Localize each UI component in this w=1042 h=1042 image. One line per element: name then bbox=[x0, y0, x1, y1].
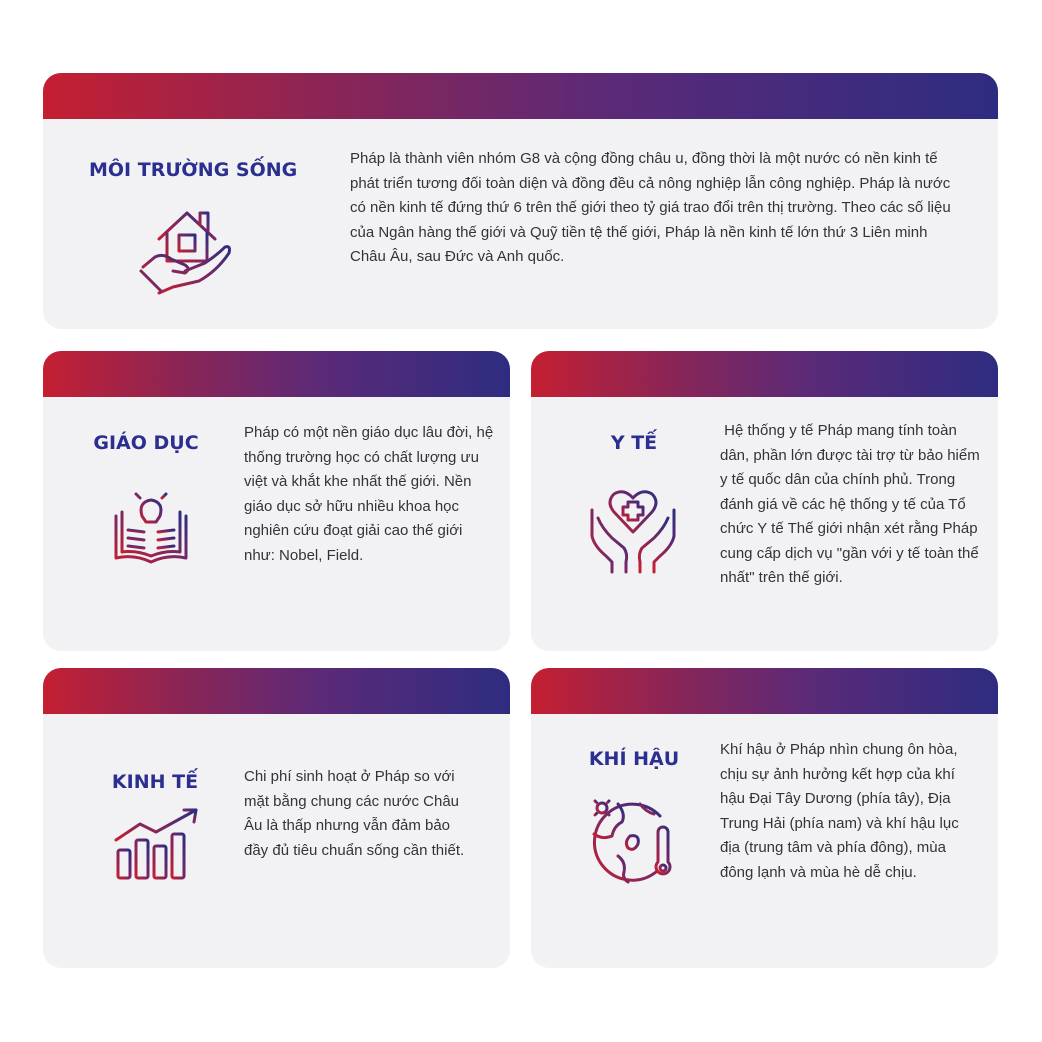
card-header-bar bbox=[43, 351, 510, 397]
card-education bbox=[43, 351, 510, 651]
section-title-education: GIÁO DỤC bbox=[93, 432, 199, 454]
globe-thermometer-icon bbox=[588, 796, 678, 886]
hands-heart-cross-icon bbox=[588, 484, 678, 576]
card-header-bar bbox=[43, 73, 998, 119]
card-environment bbox=[43, 73, 998, 329]
card-header-bar bbox=[531, 668, 998, 714]
card-health bbox=[531, 351, 998, 651]
card-economy bbox=[43, 668, 510, 968]
card-header-bar bbox=[43, 668, 510, 714]
card-header-bar bbox=[531, 351, 998, 397]
house-in-hand-icon bbox=[137, 201, 233, 297]
section-title-economy: KINH TẾ bbox=[111, 771, 199, 793]
section-title-environment: MÔI TRƯỜNG SỐNG bbox=[89, 159, 298, 181]
section-text-economy: Chi phí sinh hoạt ở Pháp so với mặt bằng chung các nước Châu Âu là thấp nhưng vẫn đảm bảo đầy đủ tiêu chuẩn sống cần thiết. bbox=[244, 768, 465, 859]
section-title-climate: KHÍ HẬU bbox=[588, 748, 680, 770]
section-text-health: Hệ thống y tế Pháp mang tính toàn dân, phần lớn được tài trợ từ bảo hiểm y tế quốc dân của chính phủ. Trong đánh giá về các hệ thống y tế của Tổ chức Y tế Thế giới nhận xét rằng Pháp cung cấp dịch vụ "gần với y tế toàn thể nhất" trên thế giới. bbox=[720, 422, 984, 586]
section-text-climate: Khí hậu ở Pháp nhìn chung ôn hòa, chịu sự ảnh hưởng kết hợp của khí hậu Đại Tây Dương (phía tây), Địa Trung Hải (phía nam) và khí hậu lục địa (trung tâm và phía đông), mùa đông lạnh và mùa hè dễ chịu. bbox=[720, 741, 959, 881]
growth-chart-icon bbox=[112, 806, 202, 882]
section-text-education: Pháp có một nền giáo dục lâu đời, hệ thống trường học có chất lượng ưu việt và khắt khe nhất thế giới. Nền giáo dục sở hữu nhiều khoa học nghiên cứu đoạt giải cao thế giới như: Nobel, Field. bbox=[244, 424, 494, 564]
section-text-environment: Pháp là thành viên nhóm G8 và cộng đồng châu u, đồng thời là một nước có nền kinh tế phát triển tương đối toàn diện và đồng đều cả nông nghiệp lẫn công nghiệp. Pháp là nước có nền kinh tế đứng thứ 6 trên thế giới theo tỷ giá trao đổi trên thị trường. Theo các số liệu của Ngân hàng thế giới và Quỹ tiền tệ thế giới, Pháp là nền kinh tế lớn thứ 3 Liên minh Châu Âu, sau Đức và Anh quốc. bbox=[350, 150, 951, 265]
book-lightbulb-icon bbox=[108, 486, 194, 568]
card-climate bbox=[531, 668, 998, 968]
section-title-health: Y TẾ bbox=[610, 432, 658, 454]
